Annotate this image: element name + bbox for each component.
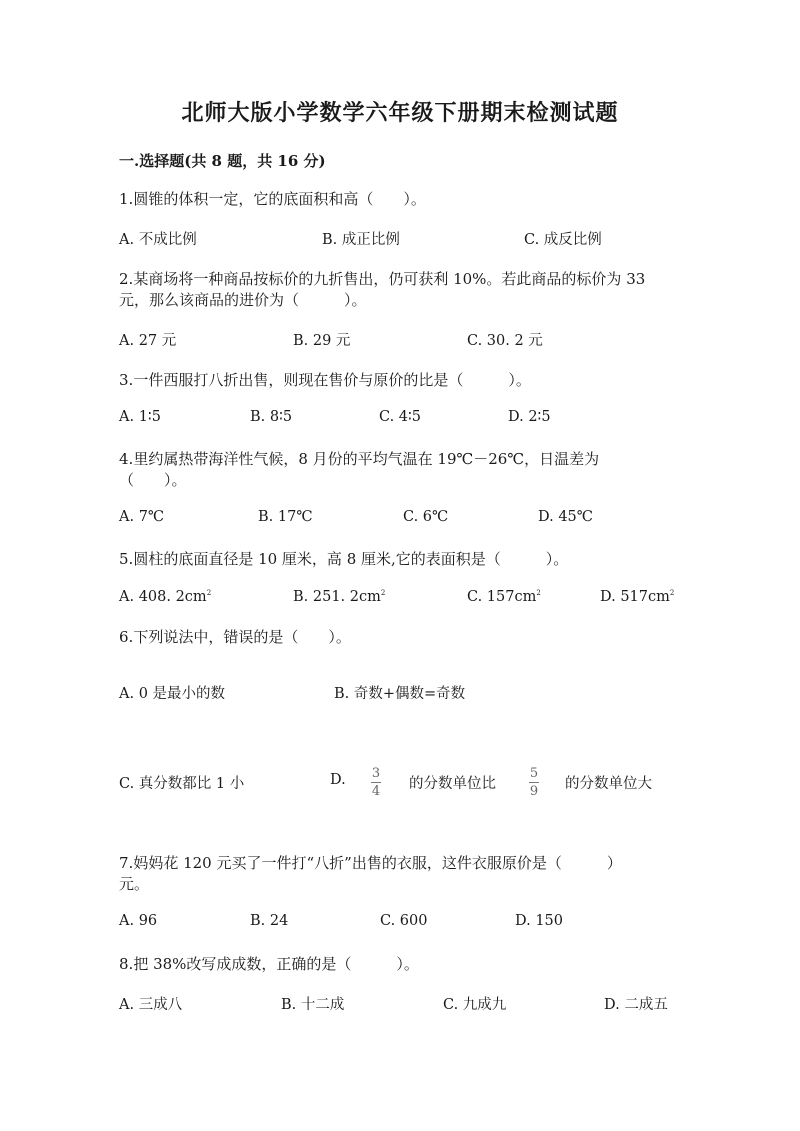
q3-option-b[interactable]: B. 8∶5	[250, 409, 293, 425]
q5-option-b[interactable]	[293, 589, 385, 605]
question-stem: 下列说法中，错误的是（ ）。	[133, 628, 351, 646]
option-text: A. 408. 2cm	[119, 589, 207, 605]
q4-option-b[interactable]: B. 17℃	[258, 509, 313, 525]
q7-option-c[interactable]: C. 600	[380, 913, 428, 929]
question-2	[119, 268, 645, 291]
fraction-bar	[371, 782, 381, 783]
question-number: 8.	[119, 955, 134, 973]
section-heading: 一.选择题(共 8 题，共 16 分)	[119, 152, 326, 170]
fraction-numerator: 3	[371, 766, 381, 781]
q6-option-a[interactable]: A. 0 是最小的数	[119, 686, 226, 702]
q6-option-c[interactable]: C. 真分数都比 1 小	[119, 776, 245, 792]
question-stem-line1: 妈妈花 120 元买了一件打“八折”出售的衣服，这件衣服原价是（ ）	[133, 854, 622, 872]
option-text: B. 251. 2cm	[293, 589, 381, 605]
question-stem: 圆柱的底面直径是 10 厘米，高 8 厘米,它的表面积是（ ）。	[133, 550, 569, 568]
question-stem-line2: 元，那么该商品的进价为（ ）。	[119, 291, 367, 309]
q8-option-a[interactable]: A. 三成八	[119, 997, 183, 1013]
q3-option-d[interactable]: D. 2∶5	[508, 409, 551, 425]
fraction-denominator: 4	[371, 784, 381, 799]
question-stem-line2: 元。	[119, 875, 150, 893]
question-stem: 一件西服打八折出售，则现在售价与原价的比是（ ）。	[133, 371, 531, 389]
q2-option-b[interactable]: B. 29 元	[293, 333, 351, 349]
question-number: 4.	[119, 450, 134, 468]
question-stem-line1: 里约属热带海洋性气候，8 月份的平均气温在 19℃－26℃，日温差为	[133, 450, 600, 468]
q1-option-c[interactable]: C. 成反比例	[524, 232, 602, 248]
question-stem-line1: 某商场将一种商品按标价的九折售出，仍可获利 10%。若此商品的标价为 33	[133, 270, 646, 288]
q8-option-c[interactable]: C. 九成九	[443, 997, 507, 1013]
option-text: D. 517cm	[600, 589, 670, 605]
q7-option-a[interactable]: A. 96	[119, 913, 158, 929]
q4-option-c[interactable]: C. 6℃	[403, 509, 449, 525]
q4-option-d[interactable]: D. 45℃	[538, 509, 593, 525]
question-stem: 把 38%改写成成数，正确的是（ ）。	[133, 955, 419, 973]
fraction-3-4	[371, 767, 381, 798]
q5-option-c[interactable]	[467, 589, 541, 605]
unit-superscript: 2	[206, 589, 212, 597]
option-text: C. 157cm	[467, 589, 537, 605]
q2-option-a[interactable]: A. 27 元	[119, 333, 177, 349]
q7-option-d[interactable]: D. 150	[515, 913, 564, 929]
question-6	[119, 626, 351, 649]
q6-option-d-middle: 的分数单位比	[409, 776, 496, 792]
question-5	[119, 548, 568, 571]
q1-option-a[interactable]: A. 不成比例	[119, 232, 197, 248]
fraction-5-9	[529, 767, 539, 798]
question-1	[119, 188, 426, 211]
q2-option-c[interactable]: C. 30. 2 元	[467, 333, 543, 349]
question-number: 7.	[119, 854, 134, 872]
q6-option-d-suffix: 的分数单位大	[565, 776, 652, 792]
unit-superscript: 2	[380, 589, 386, 597]
q6-option-d-prefix[interactable]: D.	[330, 772, 346, 788]
fraction-numerator: 5	[529, 766, 539, 781]
question-7	[119, 852, 622, 875]
q3-option-a[interactable]: A. 1∶5	[119, 409, 161, 425]
unit-superscript: 2	[536, 589, 541, 597]
q7-option-b[interactable]: B. 24	[250, 913, 289, 929]
q5-option-d[interactable]	[600, 589, 674, 605]
question-number: 1.	[119, 190, 134, 208]
question-8	[119, 953, 419, 976]
q3-option-c[interactable]: C. 4∶5	[379, 409, 422, 425]
question-number: 3.	[119, 371, 134, 389]
q5-option-a[interactable]	[119, 589, 211, 605]
fraction-denominator: 9	[529, 784, 539, 799]
question-number: 6.	[119, 628, 134, 646]
q4-option-a[interactable]: A. 7℃	[119, 509, 165, 525]
q8-option-d[interactable]: D. 二成五	[604, 997, 668, 1013]
q8-option-b[interactable]: B. 十二成	[281, 997, 345, 1013]
q6-option-b[interactable]: B. 奇数+偶数=奇数	[334, 686, 466, 702]
question-stem-line2: （ ）。	[119, 471, 187, 489]
page-title: 北师大版小学数学六年级下册期末检测试题	[181, 100, 619, 126]
question-number: 5.	[119, 550, 134, 568]
question-4	[119, 448, 599, 471]
question-3	[119, 369, 531, 392]
question-stem: 圆锥的体积一定，它的底面积和高（ ）。	[133, 190, 426, 208]
fraction-bar	[529, 782, 539, 783]
unit-superscript: 2	[669, 589, 675, 597]
q1-option-b[interactable]: B. 成正比例	[322, 232, 400, 248]
question-number: 2.	[119, 270, 134, 288]
